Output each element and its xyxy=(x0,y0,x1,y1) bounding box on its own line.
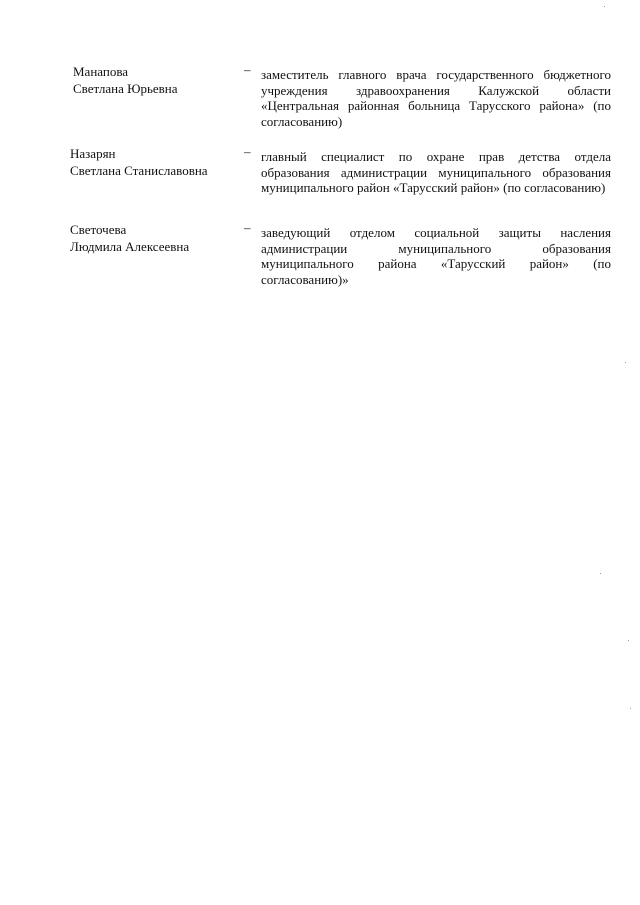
separator-dash: – xyxy=(244,62,251,77)
member-surname: Светочева xyxy=(70,222,127,237)
member-given-names: Светлана Станиславовна xyxy=(70,163,208,178)
scan-speck xyxy=(628,640,629,641)
separator-dash: – xyxy=(244,220,251,235)
member-surname: Манапова xyxy=(73,64,129,79)
member-position: главный специалист по охране прав детства отдела образования администрации муниципального образования муниципального район «Тарусский район» (по согласованию) xyxy=(261,149,611,195)
member-given-names: Людмила Алексеевна xyxy=(70,239,190,254)
scan-speck xyxy=(604,6,605,7)
member-position: заместитель главного врача государственного бюджетного учреждения здравоохранения Калужской области «Центральная районная больница Тарусского района» (по согласованию) xyxy=(261,67,611,129)
member-name xyxy=(73,63,243,97)
scan-speck xyxy=(600,573,601,574)
member-position: заведующий отделом социальной защиты насления администрации муниципального образования муниципального района «Тарусский район» (по согласованию)» xyxy=(261,225,611,287)
scan-speck xyxy=(625,362,626,363)
scan-speck xyxy=(630,708,631,709)
member-given-names: Светлана Юрьевна xyxy=(73,81,178,96)
member-surname: Назарян xyxy=(70,146,116,161)
separator-dash: – xyxy=(244,144,251,159)
member-name xyxy=(70,145,240,179)
member-name xyxy=(70,221,240,255)
